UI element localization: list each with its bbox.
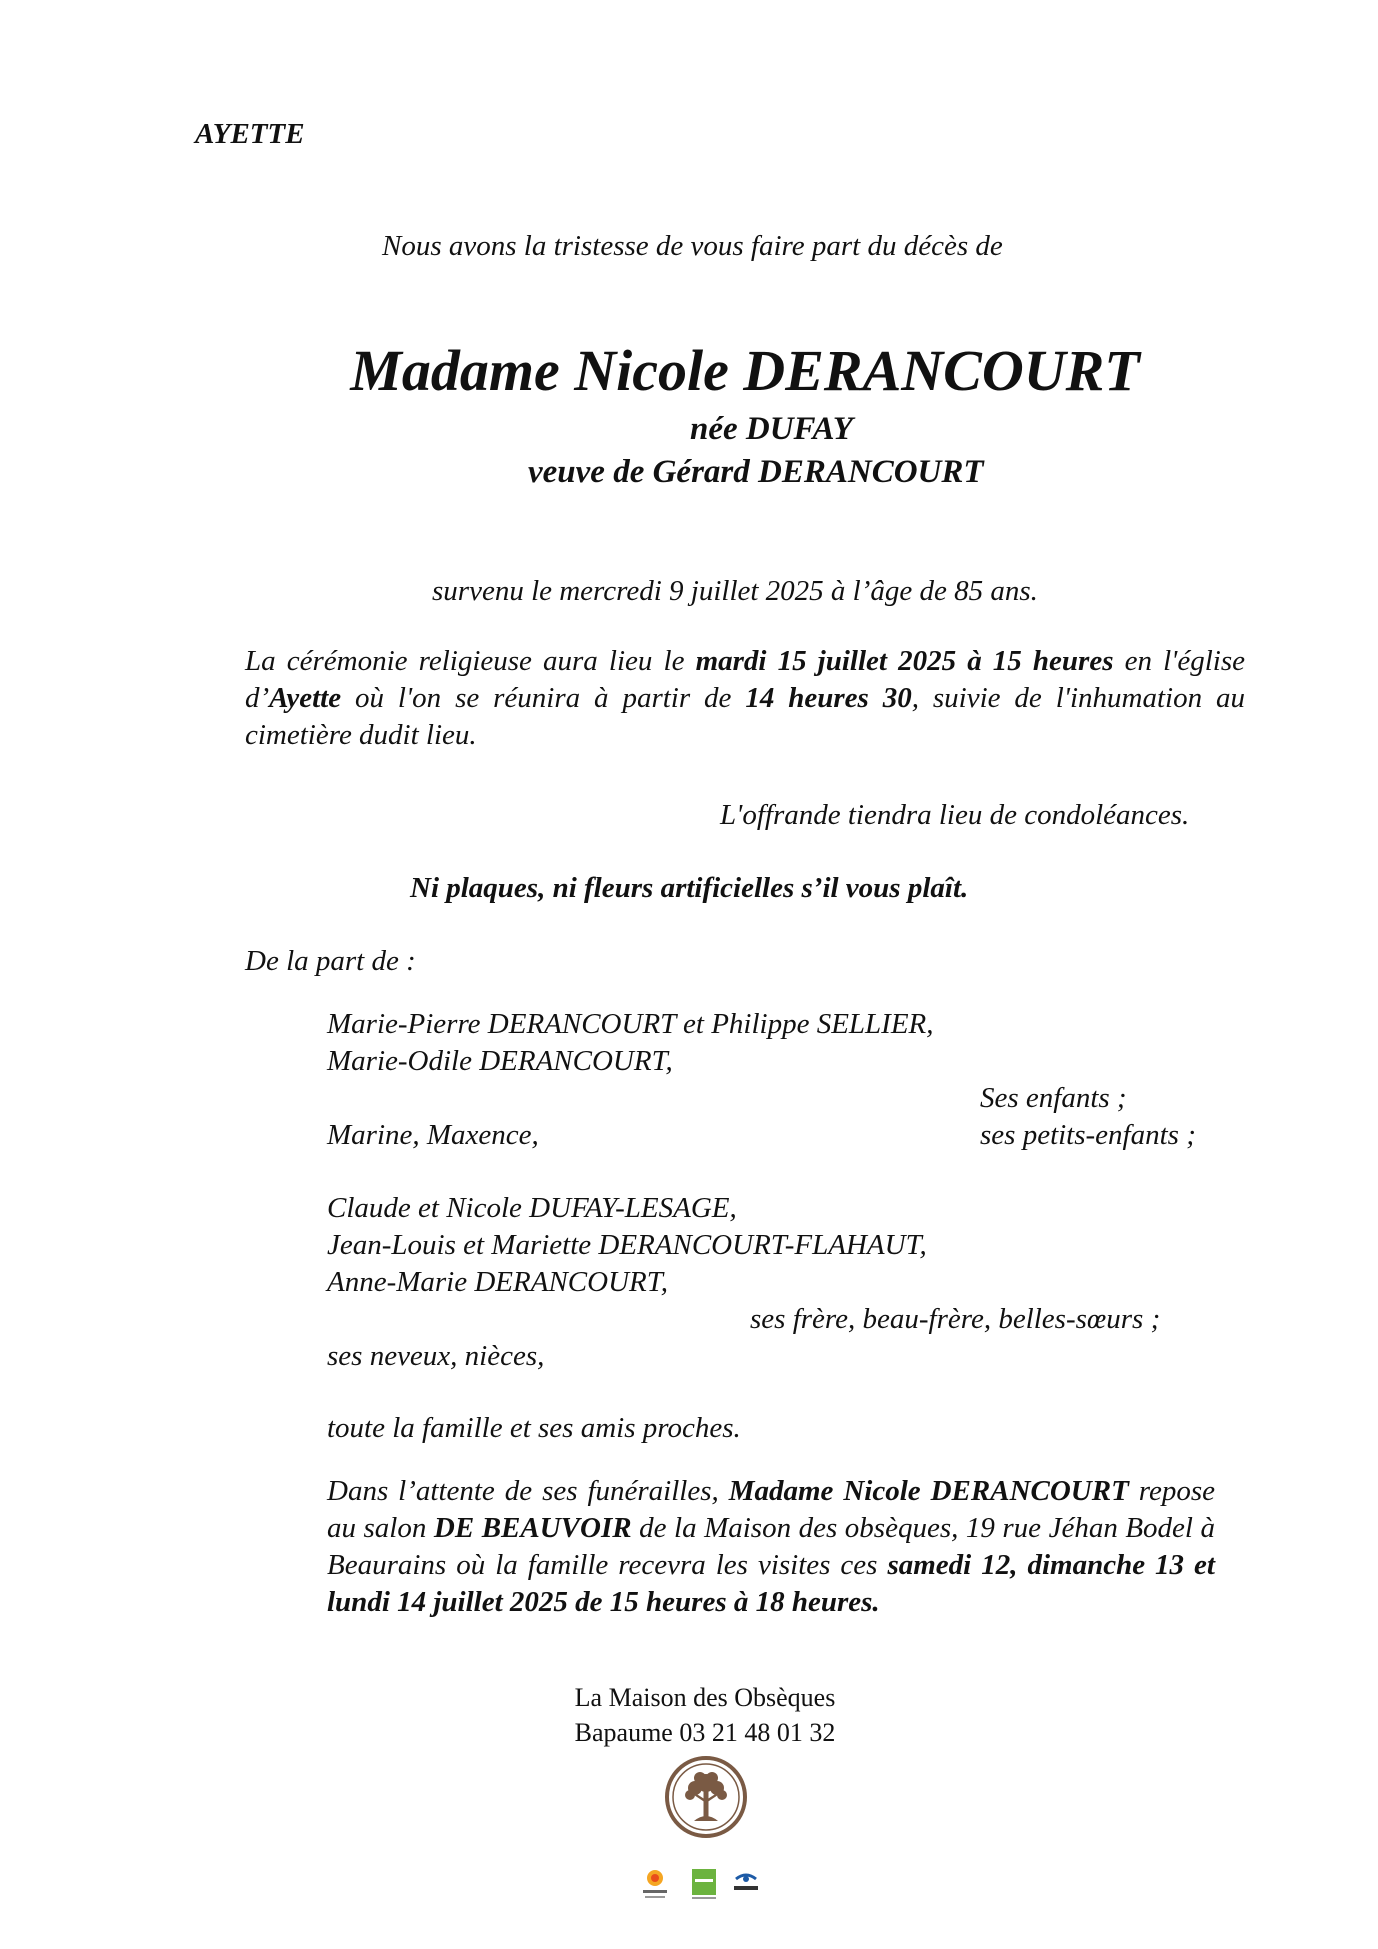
family-child-1: Marie-Pierre DERANCOURT et Philippe SELLIER, xyxy=(327,1008,934,1040)
deceased-name: Madame Nicole DERANCOURT xyxy=(350,338,1140,403)
visitation-notice xyxy=(327,1473,1215,1621)
ceremony-paragraph xyxy=(245,643,1245,754)
funeral-home-block xyxy=(0,1680,1378,1750)
notice-text: repose au salon xyxy=(327,1475,1215,1544)
siblings-role: ses frère, beau-frère, belles-sœurs ; xyxy=(750,1303,1161,1335)
partner-logos xyxy=(640,1865,770,1905)
funeral-home-name: La Maison des Obsèques xyxy=(574,1683,836,1712)
notice-name: Madame Nicole DERANCOURT xyxy=(728,1475,1129,1507)
ceremony-text: en l'église d’ xyxy=(245,645,1245,714)
ceremony-text: , suivie de l'inhumation au cimetière dudit lieu. xyxy=(245,682,1245,751)
ceremony-text: où l'on se réunira à partir de xyxy=(341,682,746,714)
town-heading: AYETTE xyxy=(195,118,305,150)
family-others: toute la famille et ses amis proches. xyxy=(327,1412,741,1444)
widow-of: veuve de Gérard DERANCOURT xyxy=(528,454,984,490)
ceremony-place: Ayette xyxy=(269,682,342,714)
notice-salon: DE BEAUVOIR xyxy=(433,1512,632,1544)
gather-time: 14 heures 30 xyxy=(745,682,912,714)
intro-text: Nous avons la tristesse de vous faire part du décès de xyxy=(382,230,1003,262)
family-sibling-3: Anne-Marie DERANCOURT, xyxy=(327,1266,668,1298)
funeral-home-phone: Bapaume 03 21 48 01 32 xyxy=(574,1718,836,1747)
notice-text: de la Maison des obsèques, 19 rue Jéhan Bodel à Beaurains où la famille recevra les visites ces xyxy=(327,1512,1216,1581)
children-role: Ses enfants ; xyxy=(980,1082,1127,1114)
maiden-name: née DUFAY xyxy=(690,411,853,447)
family-sibling-2: Jean-Louis et Mariette DERANCOURT-FLAHAUT, xyxy=(327,1229,927,1261)
family-nephews: ses neveux, nièces, xyxy=(327,1340,545,1372)
green-partner-icon xyxy=(692,1869,716,1899)
ceremony-text: La cérémonie religieuse aura lieu le xyxy=(245,645,696,677)
offering-text: L'offrande tiendra lieu de condoléances. xyxy=(720,799,1190,831)
mutac-icon xyxy=(734,1875,758,1890)
no-flowers-text: Ni plaques, ni fleurs artificielles s’il vous plaît. xyxy=(410,872,969,904)
family-child-2: Marie-Odile DERANCOURT, xyxy=(327,1045,673,1077)
notice-dates: samedi 12, dimanche 13 et lundi 14 juillet 2025 de 15 heures à 18 heures. xyxy=(327,1549,1215,1618)
from-label: De la part de : xyxy=(245,945,416,977)
family-grandchildren: Marine, Maxence, xyxy=(327,1119,539,1151)
tree-logo-icon xyxy=(664,1755,748,1839)
ceremony-date: mardi 15 juillet 2025 à 15 heures xyxy=(695,645,1114,677)
passing-date: survenu le mercredi 9 juillet 2025 à l’âge de 85 ans. xyxy=(432,575,1038,607)
harmonie-mutuelle-icon xyxy=(643,1870,667,1898)
notice-text: Dans l’attente de ses funérailles, xyxy=(327,1475,729,1507)
family-sibling-1: Claude et Nicole DUFAY-LESAGE, xyxy=(327,1192,737,1224)
grandchildren-role: ses petits-enfants ; xyxy=(980,1119,1196,1151)
